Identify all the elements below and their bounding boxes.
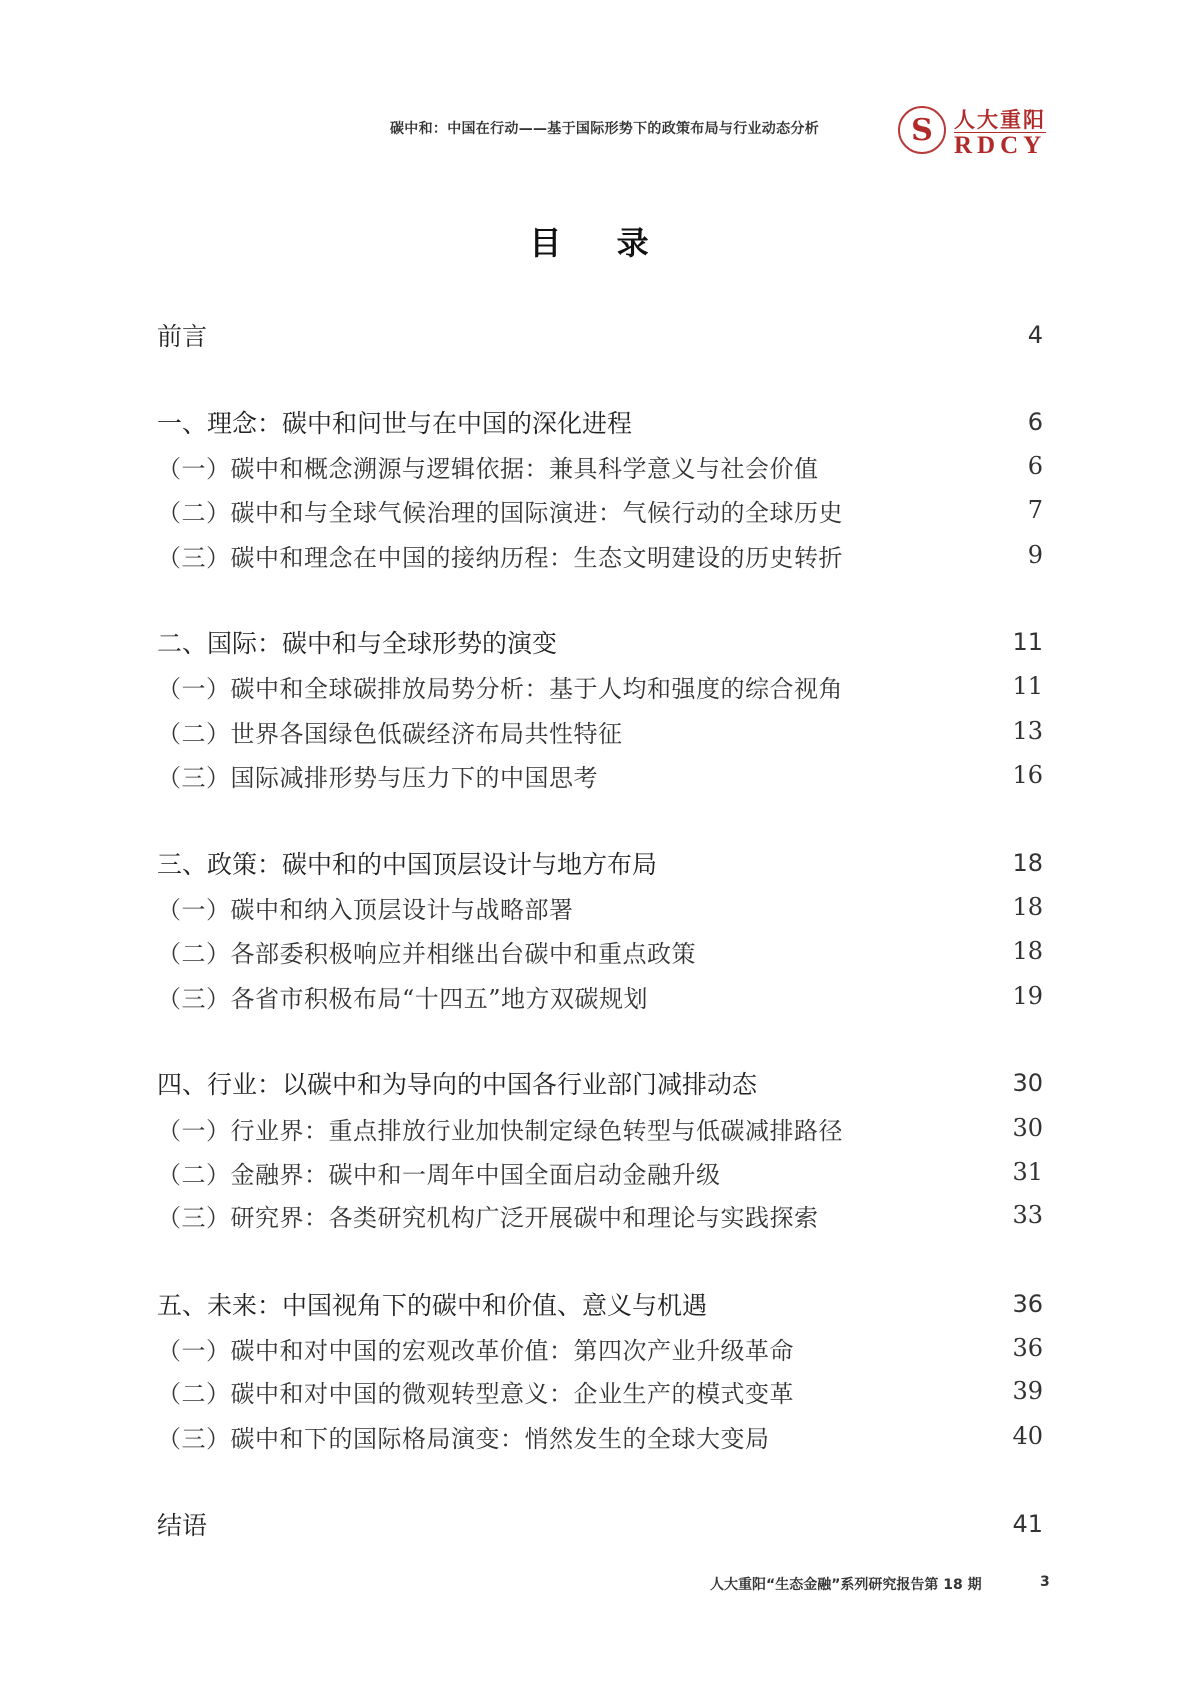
toc-entry[interactable] [157,318,1043,352]
toc-entry-page: 30 [1012,1114,1043,1142]
toc-entry-page: 18 [1012,849,1043,877]
toc-entry-page: 19 [1012,982,1043,1010]
toc-entry-label: （一）碳中和概念溯源与逻辑依据：兼具科学意义与社会价值 [157,454,819,483]
toc-entry[interactable] [157,890,1043,924]
toc-entry-label: 前言 [157,322,208,351]
toc-entry-label: （二）金融界：碳中和一周年中国全面启动金融升级 [157,1160,721,1189]
toc-entry-label: 二、国际：碳中和与全球形势的演变 [157,629,558,658]
toc-entry-label: （一）碳中和全球碳排放局势分析：基于人均和强度的综合视角 [157,674,843,703]
toc-entry-page: 9 [1027,541,1043,569]
logo-chinese: 人大重阳 [954,107,1046,132]
toc-entry-label: （二）各部委积极响应并相继出台碳中和重点政策 [157,939,696,968]
toc-entry-page: 30 [1012,1069,1043,1097]
toc-entry[interactable] [157,758,1043,792]
toc-entry-label: （三）各省市积极布局“十四五”地方双碳规划 [157,984,649,1013]
toc-entry[interactable] [157,493,1043,527]
toc-entry[interactable] [157,1374,1043,1408]
toc-entry-page: 11 [1012,672,1043,700]
toc-entry[interactable] [157,405,1043,439]
toc-entry[interactable] [157,979,1043,1013]
toc-entry-page: 4 [1027,321,1043,349]
toc-entry-page: 16 [1012,761,1043,789]
toc-entry-label: （一）碳中和对中国的宏观改革价值：第四次产业升级革命 [157,1336,794,1365]
toc-entry-page: 31 [1012,1158,1043,1186]
toc-entry-label: （二）世界各国绿色低碳经济布局共性特征 [157,719,623,748]
toc-entry-page: 6 [1027,408,1043,436]
toc-entry[interactable] [157,1331,1043,1365]
toc-entry-label: （三）碳中和下的国际格局演变：悄然发生的全球大变局 [157,1424,770,1453]
toc-entry[interactable] [157,625,1043,659]
toc-entry-label: 五、未来：中国视角下的碳中和价值、意义与机遇 [157,1291,708,1320]
toc-entry-label: （一）行业界：重点排放行业加快制定绿色转型与低碳减排路径 [157,1116,843,1145]
toc-entry-page: 36 [1012,1290,1043,1318]
toc-entry[interactable] [157,1155,1043,1189]
toc-entry[interactable] [157,1066,1043,1100]
seal-icon: S [898,106,946,154]
toc-entry-page: 18 [1012,937,1043,965]
toc-entry-label: （三）国际减排形势与压力下的中国思考 [157,763,598,792]
toc-entry-page: 13 [1012,717,1043,745]
toc-entry-page: 7 [1027,496,1043,524]
toc-entry-page: 11 [1012,628,1043,656]
toc-entry-page: 18 [1012,893,1043,921]
toc-entry[interactable] [157,934,1043,968]
toc-entry[interactable] [157,846,1043,880]
toc-entry-label: 结语 [157,1511,208,1540]
toc-entry-page: 6 [1027,452,1043,480]
toc-entry-label: 三、政策：碳中和的中国顶层设计与地方布局 [157,850,658,879]
toc-entry[interactable] [157,1287,1043,1321]
toc-title: 目 录 [529,224,671,262]
toc-entry[interactable] [157,1111,1043,1145]
toc-entry-label: 四、行业：以碳中和为导向的中国各行业部门减排动态 [157,1070,758,1099]
toc-entry[interactable] [157,714,1043,748]
toc-entry[interactable] [157,1198,1043,1232]
rdcy-logo [898,104,1054,160]
toc-entry[interactable] [157,538,1043,572]
logo-english: RDCY [954,132,1047,159]
running-header: 碳中和：中国在行动——基于国际形势下的政策布局与行业动态分析 [390,121,819,137]
toc-entry[interactable] [157,669,1043,703]
toc-entry[interactable] [157,1507,1043,1541]
toc-entry-label: （三）碳中和理念在中国的接纳历程：生态文明建设的历史转折 [157,543,843,572]
toc-entry[interactable] [157,449,1043,483]
toc-entry-page: 39 [1012,1377,1043,1405]
toc-entry-page: 33 [1012,1201,1043,1229]
toc-entry-label: （一）碳中和纳入顶层设计与战略部署 [157,895,574,924]
toc-entry-page: 36 [1012,1334,1043,1362]
toc-entry-label: （二）碳中和与全球气候治理的国际演进：气候行动的全球历史 [157,498,843,527]
footer-text: 人大重阳“生态金融”系列研究报告第 18 期 [710,1577,982,1593]
page-number: 3 [1040,1574,1050,1590]
toc-entry[interactable] [157,1419,1043,1453]
toc-entry-label: （二）碳中和对中国的微观转型意义：企业生产的模式变革 [157,1379,794,1408]
toc-entry-label: 一、理念：碳中和问世与在中国的深化进程 [157,409,633,438]
toc-entry-label: （三）研究界：各类研究机构广泛开展碳中和理论与实践探索 [157,1203,819,1232]
toc-entry-page: 40 [1012,1422,1043,1450]
toc-entry-page: 41 [1012,1510,1043,1538]
